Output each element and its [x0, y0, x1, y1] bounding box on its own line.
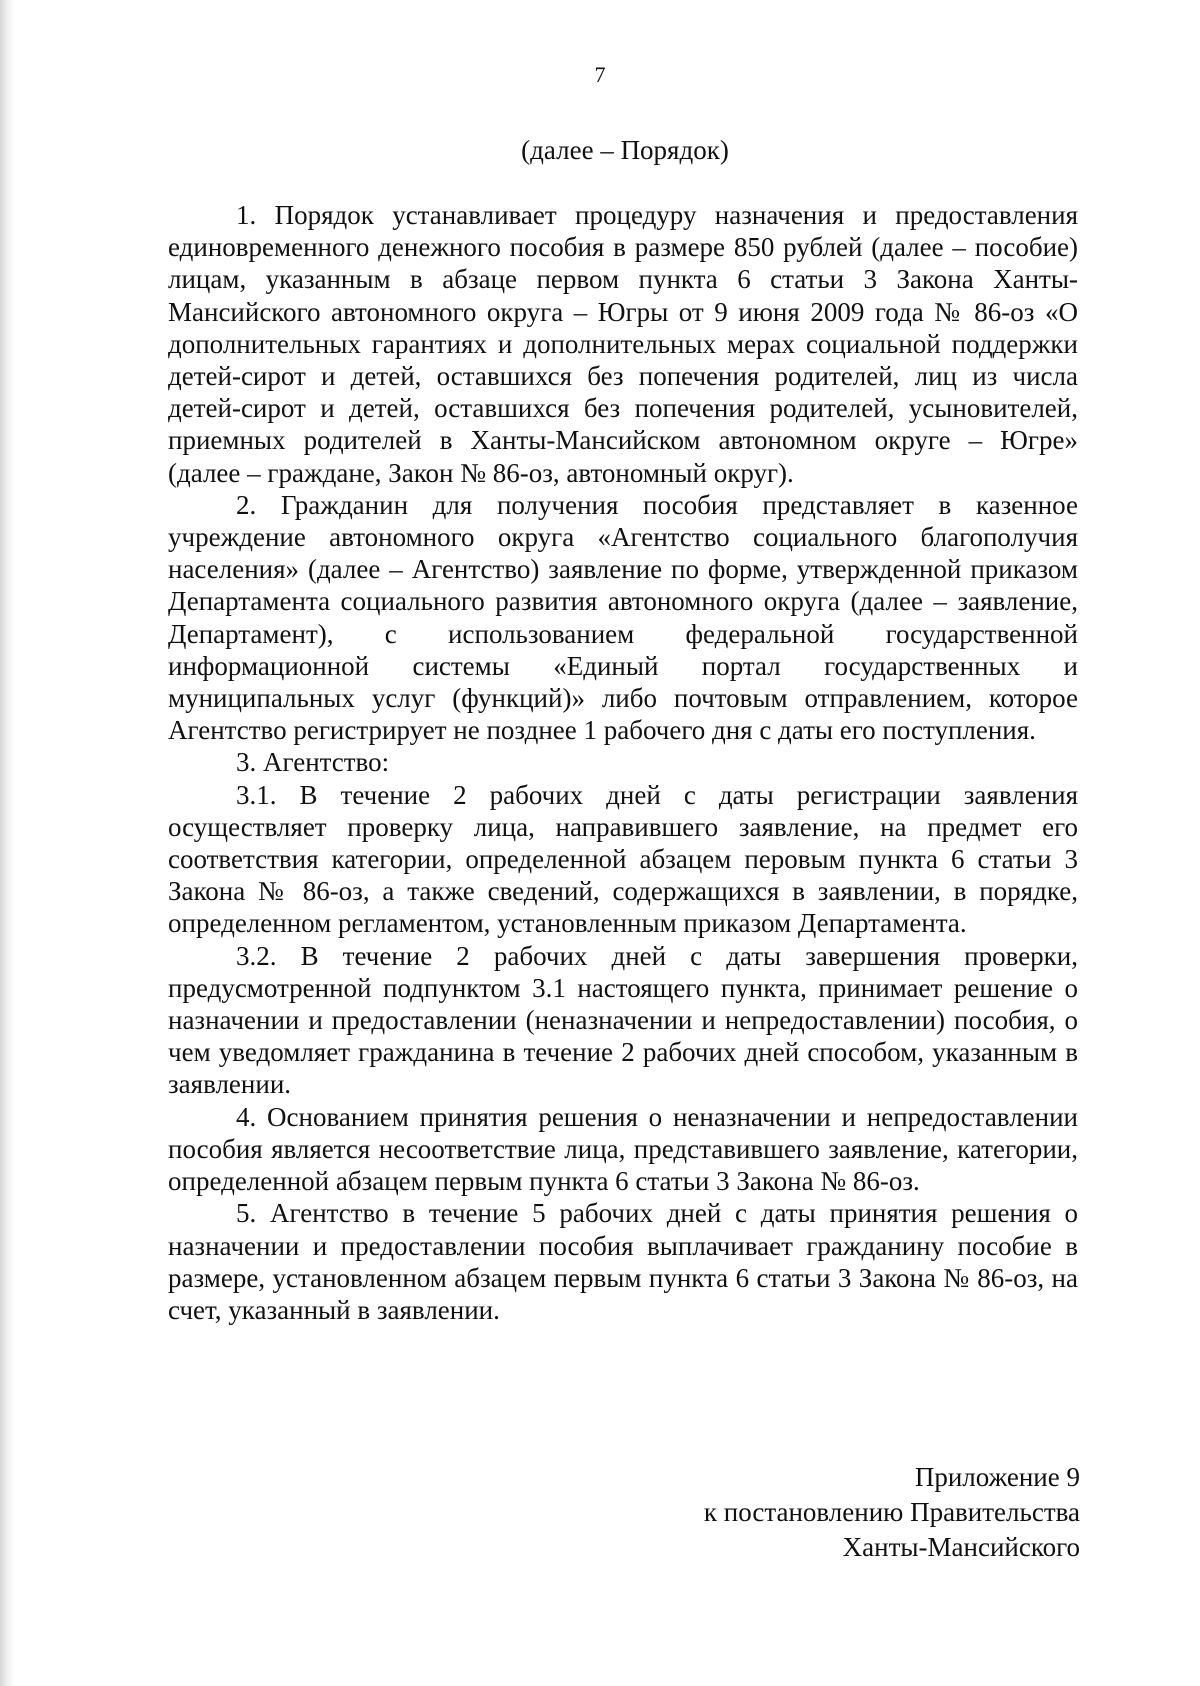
paragraph-3: 3. Агентство: [236, 747, 390, 778]
appendix-reference: к постановлению Правительства [703, 1497, 1080, 1527]
paragraph-2: 2. Гражданин для получения пособия представляет в казенное учреждение автономного округа «Агентство социального благополучия населения» (далее – Агентство) заявление по форме, утвержденной приказом Департамента социального развития автономного округа (далее – заявление, Департамент), с использованием федеральной государственной информационной системы «Единый портал государственных и муниципальных услуг (функций)» либо почтовым отправлением, которое Агентство регистрирует не позднее 1 рабочего дня с даты его поступления. [168, 489, 1078, 746]
appendix-block [704, 1460, 1080, 1565]
paragraph-3-1: 3.1. В течение 2 рабочих дней с даты регистрации заявления осуществляет проверку лица, направившего заявление, на предмет его соответствия категории, определенной абзацем перовым пункта 6 статьи 3 Закона № 86-оз, а также сведений, содержащихся в заявлении, в порядке, определенном регламентом, установленным приказом Департамента. [168, 779, 1078, 939]
section-subtitle: (далее – Порядок) [521, 135, 729, 165]
paragraph-4: 4. Основанием принятия решения о неназначении и непредоставлении пособия является несоответствие лица, представившего заявление, категории, определенной абзацем первым пункта 6 статьи 3 Закона № 86-оз. [168, 1101, 1078, 1197]
document-body [168, 199, 1078, 1326]
paragraph-1: 1. Порядок устанавливает процедуру назначения и предоставления единовременного денежного пособия в размере 850 рублей (далее – пособие) лицам, указанным в абзаце первом пункта 6 статьи 3 Закона Ханты-Мансийского автономного округа – Югры от 9 июня 2009 года № 86-оз «О дополнительных гарантиях и дополнительных мерах социальной поддержки детей-сирот и детей, оставшихся без попечения родителей, лиц из числа детей-сирот и детей, оставшихся без попечения родителей, усыновителей, приемных родителей в Ханты-Мансийском автономном округе – Югре» (далее – граждане, Закон № 86-оз, автономный округ). [168, 200, 1078, 488]
appendix-title: Приложение 9 [914, 1462, 1080, 1492]
paragraph-5: 5. Агентство в течение 5 рабочих дней с даты принятия решения о назначении и предоставлении пособия выплачивает гражданину пособие в размере, установленном абзацем первым пункта 6 статьи 3 Закона № 86-оз, на счет, указанный в заявлении. [168, 1198, 1078, 1325]
page-number: 7 [594, 62, 606, 87]
appendix-region: Ханты-Мансийского [842, 1532, 1080, 1562]
scan-edge-shadow [0, 0, 14, 1686]
paragraph-3-2: 3.2. В течение 2 рабочих дней с даты завершения проверки, предусмотренной подпунктом 3.1 настоящего пункта, принимает решение о назначении и предоставлении (неназначении и непредоставлении) пособия, о чем уведомляет гражданина в течение 2 рабочих дней способом, указанным в заявлении. [168, 940, 1078, 1100]
